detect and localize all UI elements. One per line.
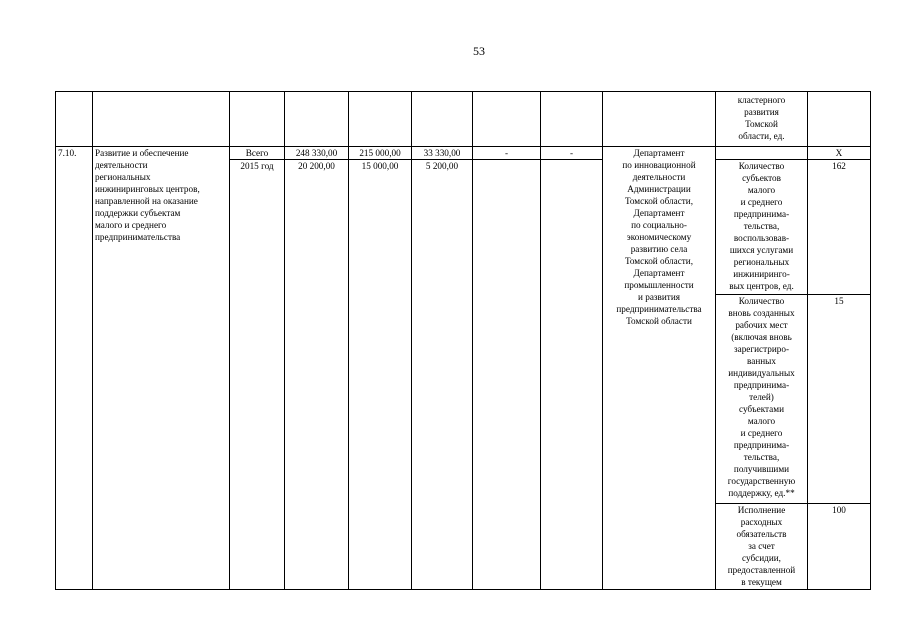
table-row xyxy=(56,147,871,160)
page-number: 53 xyxy=(473,44,485,58)
program-table xyxy=(55,91,871,590)
indicator-3-value: 100 xyxy=(808,504,871,590)
indicator-2-value: 15 xyxy=(808,295,871,504)
indicator-3: Исполнение расходных обязательств за счет субсидии, предоставленной в текущем xyxy=(716,504,808,590)
total-target: Х xyxy=(808,147,871,160)
table-row xyxy=(56,92,871,147)
executor: Департамент по инновационной деятельности Администрации Томской области, Департамент по социально- экономическому развитию села Томской области, Департамент промышленности и развития предпринимательства Томской области xyxy=(603,147,716,590)
indicator-1-value: 162 xyxy=(808,160,871,295)
carry-over-indicator: кластерного развития Томской области, ед. xyxy=(716,92,808,147)
total-v3: 33 330,00 xyxy=(412,147,473,160)
year-v2: 15 000,00 xyxy=(349,160,412,590)
total-v2: 215 000,00 xyxy=(349,147,412,160)
total-v1: 248 330,00 xyxy=(285,147,349,160)
period-total: Всего xyxy=(230,147,285,160)
indicator-2: Количество вновь созданных рабочих мест (включая вновь зарегистриро- ванных индивидуальных предпринима- телей) субъектами малого и среднего предпринима- тельства, получившими государственную поддержку, ед.** xyxy=(716,295,808,504)
indicator-1: Количество субъектов малого и среднего предпринима- тельства, воспользовав- шихся услугами региональных инжиниринго- вых центров, ед. xyxy=(716,160,808,295)
total-v4: - xyxy=(473,147,541,160)
row-number: 7.10. xyxy=(56,147,93,590)
year-v1: 20 200,00 xyxy=(285,160,349,590)
year-v3: 5 200,00 xyxy=(412,160,473,590)
measure-name: Развитие и обеспечение деятельности региональных инжиниринговых центров, направленной на оказание поддержки субъектам малого и среднего предпринимательства xyxy=(93,147,230,590)
total-v5: - xyxy=(541,147,603,160)
period-year: 2015 год xyxy=(230,160,285,590)
